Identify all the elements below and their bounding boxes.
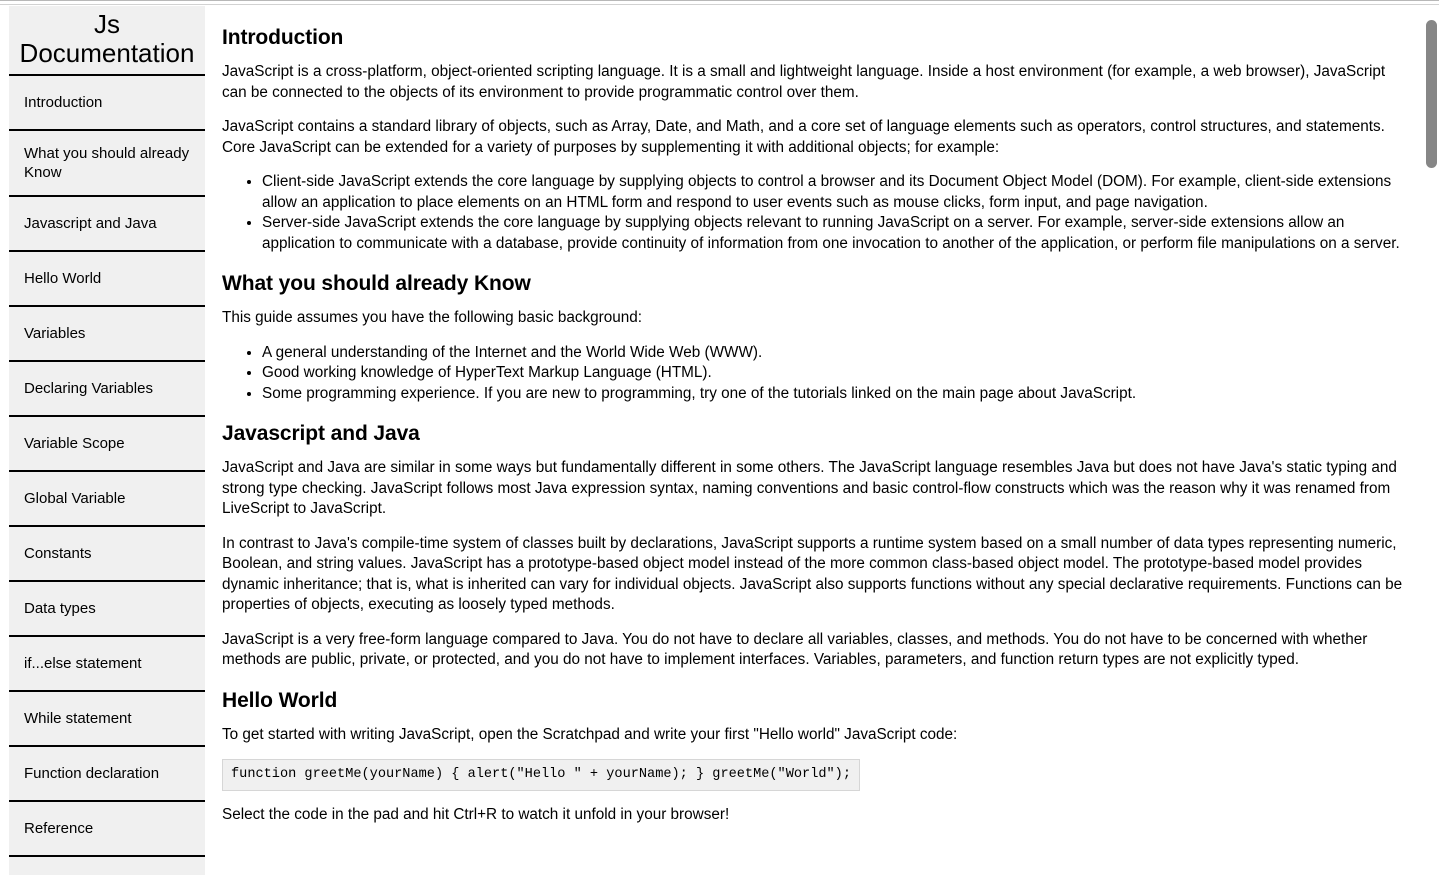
sidebar-item-if-else-statement[interactable]: if...else statement (9, 637, 205, 690)
sidebar-navigation (9, 6, 205, 875)
sidebar-item-data-types[interactable]: Data types (9, 582, 205, 635)
nav-list-item (9, 527, 205, 582)
sidebar-item-list (9, 74, 205, 857)
nav-list-item (9, 131, 205, 197)
sidebar-item-function-declaration[interactable]: Function declaration (9, 747, 205, 800)
section-bullet-list (222, 343, 1407, 405)
section-paragraph: To get started with writing JavaScript, open the Scratchpad and write your first "Hello world" JavaScript code: (222, 725, 958, 743)
sidebar-item-javascript-and-java[interactable]: Javascript and Java (9, 197, 205, 250)
nav-list-item (9, 472, 205, 527)
bullet-item: • A general understanding of the Internet and the World Wide Web (WWW). (262, 343, 1407, 364)
section-heading: Hello World (222, 688, 338, 712)
page-root (0, 6, 1439, 875)
sidebar-item-constants[interactable]: Constants (9, 527, 205, 580)
section-heading: What you should already Know (222, 272, 531, 295)
section-javascript-and-java (222, 422, 1407, 671)
sidebar-title: Js Documentation (19, 9, 195, 68)
section-paragraph: JavaScript and Java are similar in some ways but fundamentally different in some others. The JavaScript language resembles Java but does not have Java's static typing and strong type checking. JavaScript follows most Java expression syntax, naming conventions and basic control-flow constructs which was the reason why it was renamed from LiveScript to JavaScript. (222, 459, 1397, 517)
nav-list-item (9, 582, 205, 637)
sidebar-item-variable-scope[interactable]: Variable Scope (9, 417, 205, 470)
section-heading: Javascript and Java (222, 422, 420, 445)
vertical-scrollbar-track[interactable] (1424, 12, 1439, 881)
section-paragraph: This guide assumes you have the following basic background: (222, 309, 643, 326)
bullet-item: • Client-side JavaScript extends the core language by supplying objects to control a browser and its Document Object Model (DOM). For example, client-side extensions allow an application to place elements on an HTML form and respond to user events such as mouse clicks, form input, and page navigation. (262, 172, 1407, 213)
nav-list-item (9, 307, 205, 362)
sidebar-item-what-you-should-already-know[interactable]: What you should already Know (9, 131, 205, 195)
bullet-item: • Good working knowledge of HyperText Markup Language (HTML). (262, 363, 1407, 384)
nav-list-item (9, 417, 205, 472)
section-paragraph: Select the code in the pad and hit Ctrl+R to watch it unfold in your browser! (222, 806, 730, 823)
browser-chrome-edge (0, 0, 1439, 5)
section-paragraph: JavaScript contains a standard library of objects, such as Array, Date, and Math, and a core set of language elements such as operators, control structures, and statements. Core JavaScript can be extended for a variety of purposes by supplementing it with additional objects; for example: (222, 118, 1385, 156)
nav-list-item (9, 197, 205, 252)
sidebar-item-declaring-variables[interactable]: Declaring Variables (9, 362, 205, 415)
sidebar-item-while-statement[interactable]: While statement (9, 692, 205, 745)
main-document (222, 6, 1407, 875)
nav-list-item (9, 637, 205, 692)
nav-list-item (9, 692, 205, 747)
bullet-item: • Some programming experience. If you are new to programming, try one of the tutorials linked on the main page about JavaScript. (262, 384, 1407, 405)
section-paragraph: JavaScript is a cross-platform, object-oriented scripting language. It is a small and lightweight language. Inside a host environment (for example, a web browser), JavaScript can be connected to the objects of its environment to provide programmatic control over them. (222, 63, 1386, 101)
nav-list-item (9, 362, 205, 417)
section-hello-world (222, 689, 1407, 826)
sidebar-item-reference[interactable]: Reference (9, 802, 205, 855)
section-introduction (222, 26, 1407, 254)
sidebar-item-variables[interactable]: Variables (9, 307, 205, 360)
nav-list-item (9, 252, 205, 307)
section-heading: Introduction (222, 26, 344, 49)
section-bullet-list (222, 172, 1407, 254)
section-paragraph: JavaScript is a very free-form language compared to Java. You do not have to declare all variables, classes, and methods. You do not have to be concerned with whether methods are public, private, or protected, and you do not have to implement interfaces. Variables, parameters, and function return types are not explicitly typed. (222, 630, 1368, 668)
vertical-scrollbar-thumb[interactable] (1426, 20, 1437, 168)
nav-list-item (9, 802, 205, 857)
nav-list-item (9, 747, 205, 802)
bullet-item: • Server-side JavaScript extends the core language by supplying objects relevant to running JavaScript on a server. For example, server-side extensions allow an application to communicate with a database, provide continuity of information from one invocation to another of the application, or perform file manipulations on a server. (262, 213, 1407, 254)
sidebar-item-hello-world[interactable]: Hello World (9, 252, 205, 305)
sidebar-item-global-variable[interactable]: Global Variable (9, 472, 205, 525)
code-block: function greetMe(yourName) { alert("Hello " + yourName); } greetMe("World"); (222, 759, 860, 791)
section-what-you-should-already-know (222, 272, 1407, 404)
nav-list-item (9, 76, 205, 131)
section-paragraph: In contrast to Java's compile-time system of classes built by declarations, JavaScript supports a runtime system based on a small number of data types representing numeric, Boolean, and string values. JavaScript has a prototype-based object model instead of the more common class-based object model. The prototype-based model provides dynamic inheritance; that is, what is inherited can vary for individual objects. JavaScript also supports functions without any special declarative requirements. Functions can be properties of objects, executing as loosely typed methods. (222, 534, 1403, 613)
sidebar-item-introduction[interactable]: Introduction (9, 76, 205, 129)
